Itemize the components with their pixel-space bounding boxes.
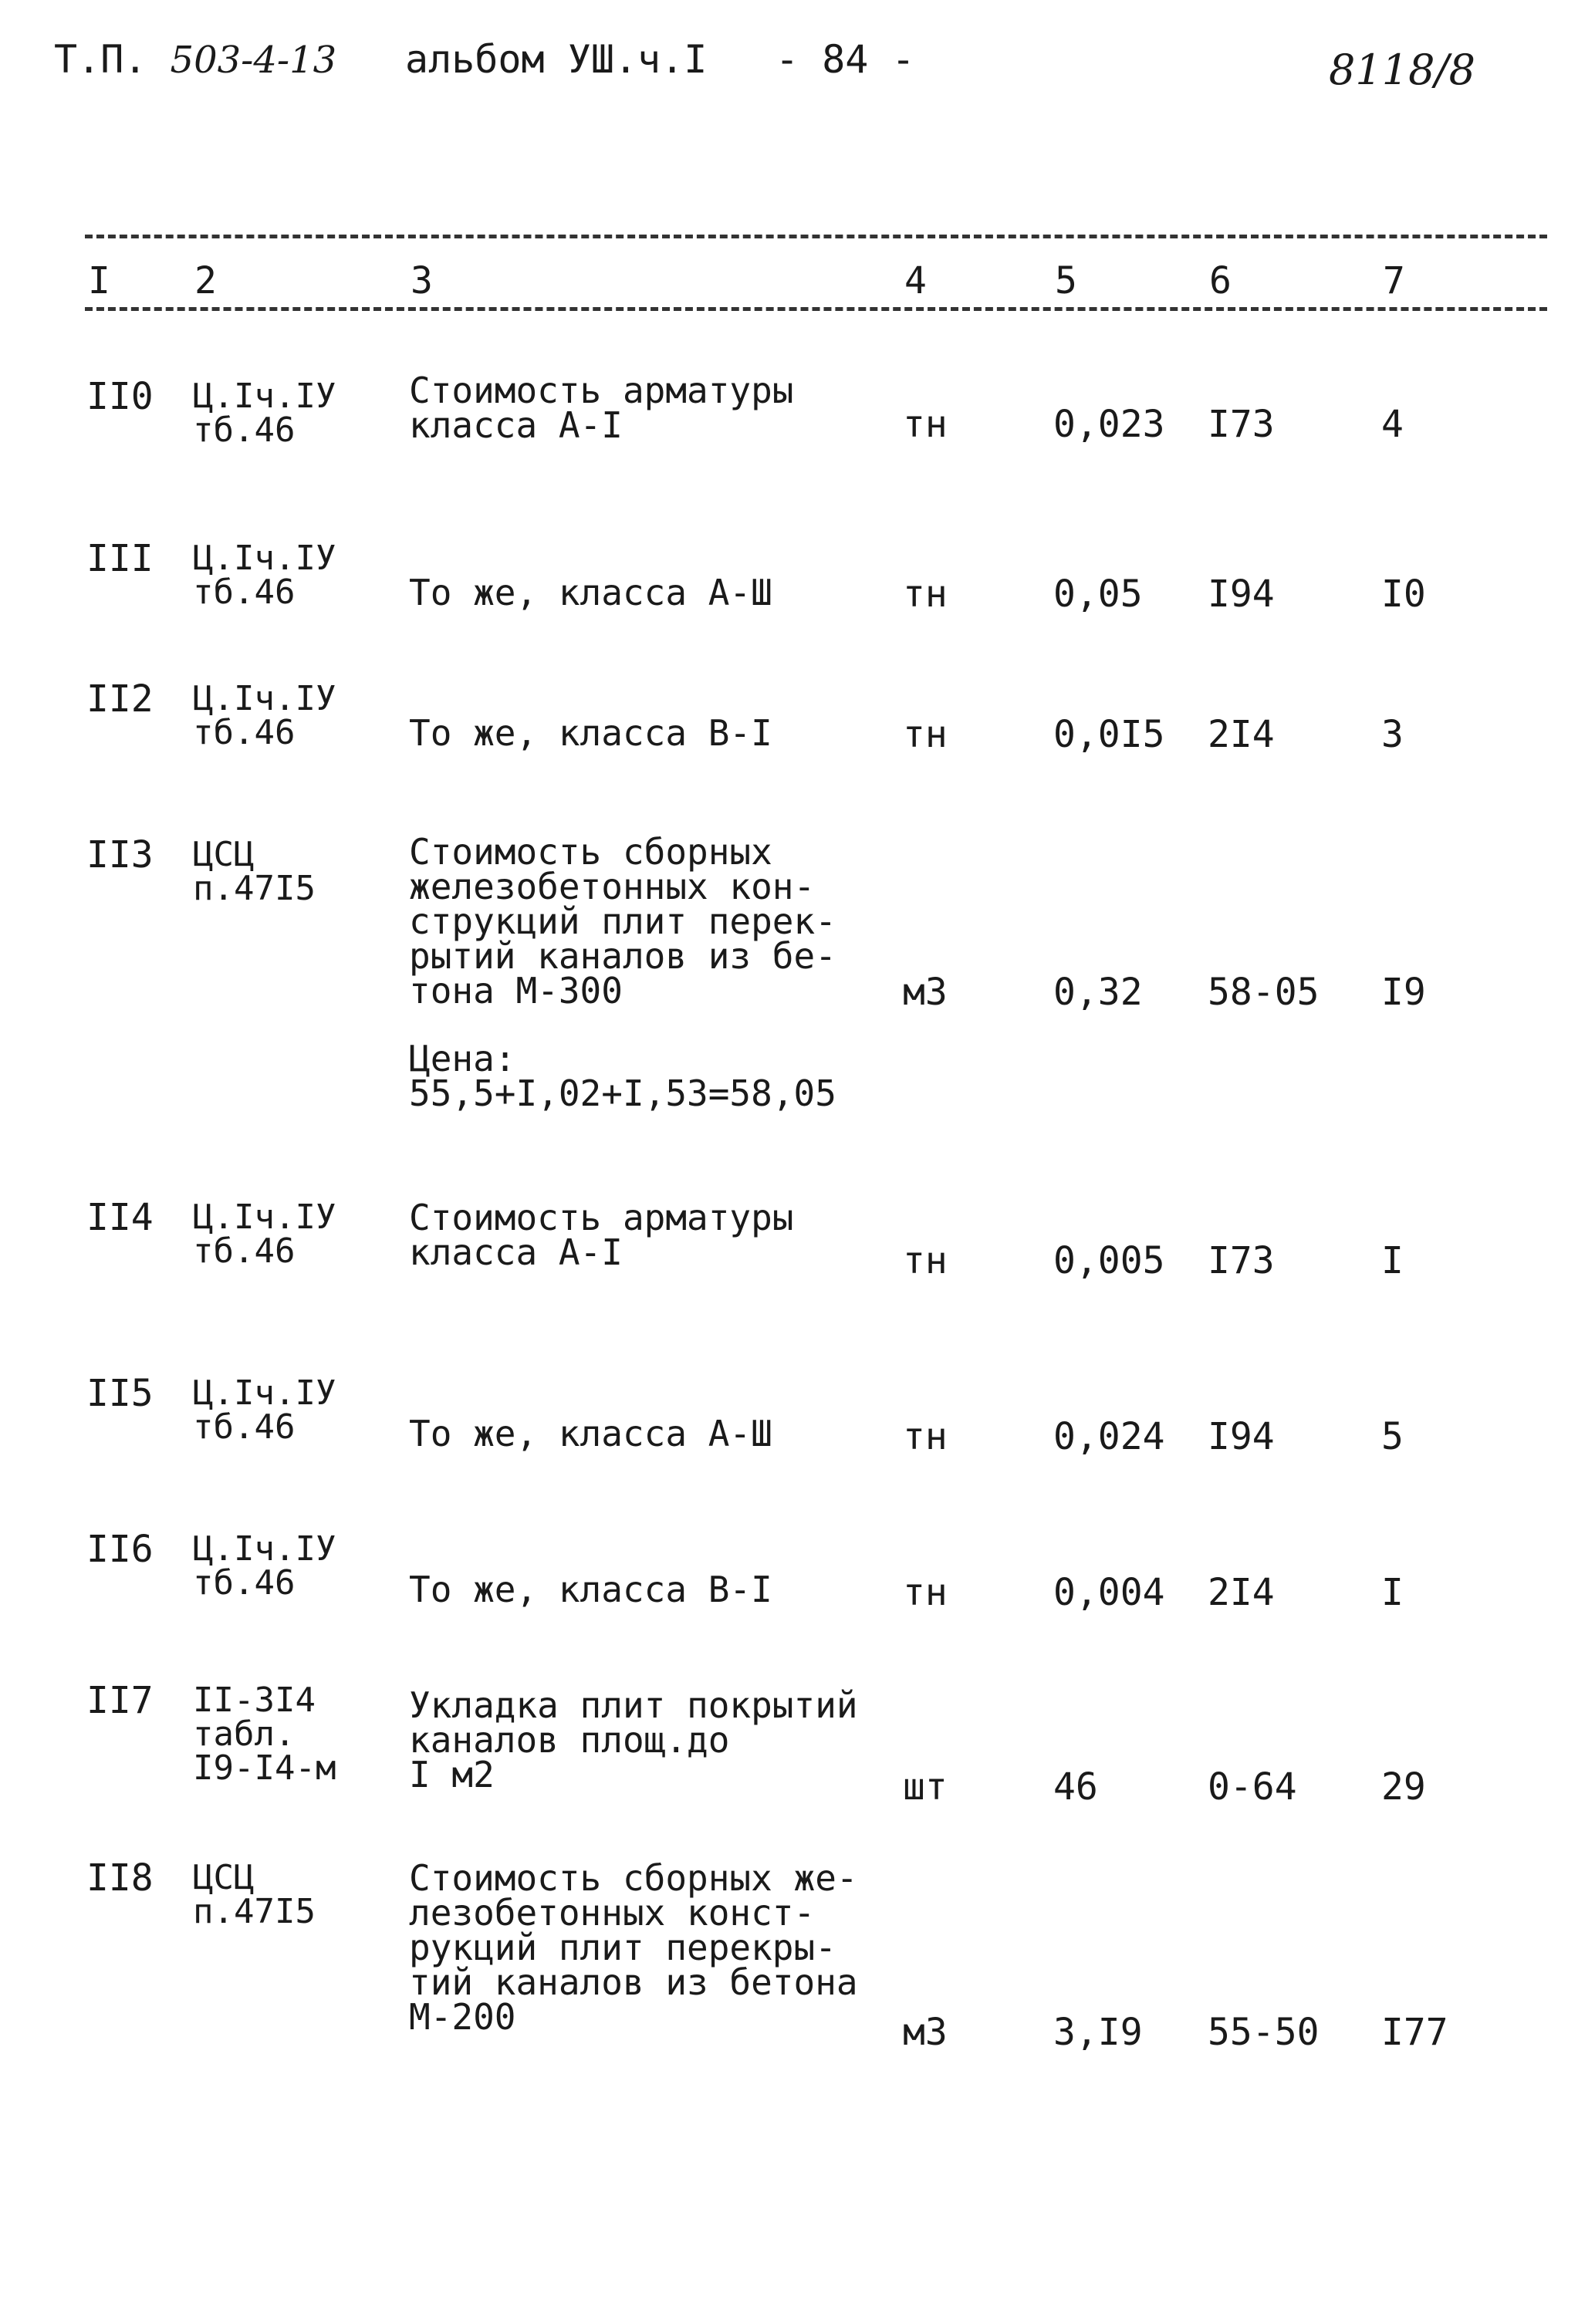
row-description: Стоимость арматуры класса А-I xyxy=(409,370,794,446)
row-total: 4 xyxy=(1381,403,1404,446)
row-unit-price: 0-64 xyxy=(1208,1765,1297,1809)
column-number-7: 7 xyxy=(1383,259,1405,302)
row-unit: тн xyxy=(903,1239,948,1282)
row-code: Ц.Iч.IУ тб.46 xyxy=(193,1529,336,1603)
row-total: 29 xyxy=(1381,1765,1426,1809)
row-quantity: 0,0I5 xyxy=(1053,713,1165,756)
row-unit-price: I94 xyxy=(1208,1415,1275,1458)
row-total: 5 xyxy=(1381,1415,1404,1458)
row-quantity: 0,004 xyxy=(1053,1571,1165,1614)
row-description: То же, класса А-Ш xyxy=(409,572,772,613)
row-unit: тн xyxy=(903,573,948,616)
column-number-2: 2 xyxy=(194,259,217,302)
row-description: Стоимость арматуры класса А-I xyxy=(409,1197,794,1273)
row-number: II6 xyxy=(86,1528,154,1571)
row-quantity: 0,05 xyxy=(1053,573,1143,616)
row-unit: тн xyxy=(903,1571,948,1614)
series-prefix: Т.П. xyxy=(54,37,147,82)
row-code: Ц.Iч.IУ тб.46 xyxy=(193,539,336,612)
row-unit: м3 xyxy=(903,2011,948,2054)
row-unit-price: I73 xyxy=(1208,403,1275,446)
row-unit-price: 2I4 xyxy=(1208,1571,1275,1614)
row-total: I xyxy=(1381,1571,1404,1614)
row-unit-price: 55-50 xyxy=(1208,2011,1320,2054)
row-code: Ц.Iч.IУ тб.46 xyxy=(193,1197,336,1271)
header-rule-bottom xyxy=(85,307,1547,311)
row-unit: шт xyxy=(903,1765,948,1809)
row-description: То же, класса А-Ш xyxy=(409,1413,772,1454)
row-total: I0 xyxy=(1381,573,1426,616)
row-number: II8 xyxy=(86,1856,154,1900)
row-description: То же, класса В-I xyxy=(409,1569,772,1610)
album-label: альбом УШ.ч.I xyxy=(405,37,708,82)
row-unit-price: 58-05 xyxy=(1208,971,1320,1014)
row-total: I xyxy=(1381,1239,1404,1282)
row-unit-price: I94 xyxy=(1208,573,1275,616)
row-quantity: 0,023 xyxy=(1053,403,1165,446)
row-code: ЦСЦ п.47I5 xyxy=(193,1858,316,1931)
row-description: Укладка плит покрытий каналов площ.до I м2 xyxy=(409,1684,858,1795)
row-number: II7 xyxy=(86,1679,154,1722)
column-number-1: I xyxy=(88,259,110,302)
row-quantity: 0,024 xyxy=(1053,1415,1165,1458)
row-unit-price: I73 xyxy=(1208,1239,1275,1282)
row-description: Стоимость сборных же- лезобетонных конст- рукций плит перекры- тий каналов из бетона М-200 xyxy=(409,1857,858,2038)
row-code: Ц.Iч.IУ тб.46 xyxy=(193,1373,336,1447)
header-rule-top xyxy=(85,235,1547,238)
row-code: Ц.Iч.IУ тб.46 xyxy=(193,679,336,752)
row-number: II3 xyxy=(86,833,154,877)
row-description: То же, класса В-I xyxy=(409,712,772,754)
row-unit-price: 2I4 xyxy=(1208,713,1275,756)
document-number: 8118/8 xyxy=(1329,46,1475,94)
price-calculation-note: Цена: 55,5+I,02+I,53=58,05 xyxy=(409,1038,836,1114)
row-quantity: 46 xyxy=(1053,1765,1098,1809)
row-total: I9 xyxy=(1381,971,1426,1014)
row-unit: тн xyxy=(903,1415,948,1458)
row-code: Ц.Iч.IУ тб.46 xyxy=(193,377,336,450)
row-unit: тн xyxy=(903,713,948,756)
row-number: III xyxy=(86,537,154,580)
row-number: II2 xyxy=(86,677,154,721)
column-number-4: 4 xyxy=(904,259,927,302)
row-total: 3 xyxy=(1381,713,1404,756)
row-unit: тн xyxy=(903,403,948,446)
series-number: 503-4-13 xyxy=(170,39,337,82)
row-code: II-3I4 табл. I9-I4-м xyxy=(193,1681,336,1788)
series-label xyxy=(54,37,337,82)
row-number: II5 xyxy=(86,1372,154,1415)
row-total: I77 xyxy=(1381,2011,1448,2054)
row-quantity: 3,I9 xyxy=(1053,2011,1143,2054)
page-number: - 84 - xyxy=(776,37,915,82)
column-number-3: 3 xyxy=(411,259,433,302)
row-description: Стоимость сборных железобетонных кон- струкций плит перек- рытий каналов из бе- тона М-300 xyxy=(409,831,836,1012)
row-unit: м3 xyxy=(903,971,948,1014)
row-number: II4 xyxy=(86,1196,154,1239)
row-quantity: 0,32 xyxy=(1053,971,1143,1014)
row-number: II0 xyxy=(86,375,154,418)
column-number-5: 5 xyxy=(1055,259,1077,302)
row-code: ЦСЦ п.47I5 xyxy=(193,835,316,908)
column-number-6: 6 xyxy=(1209,259,1232,302)
row-quantity: 0,005 xyxy=(1053,1239,1165,1282)
